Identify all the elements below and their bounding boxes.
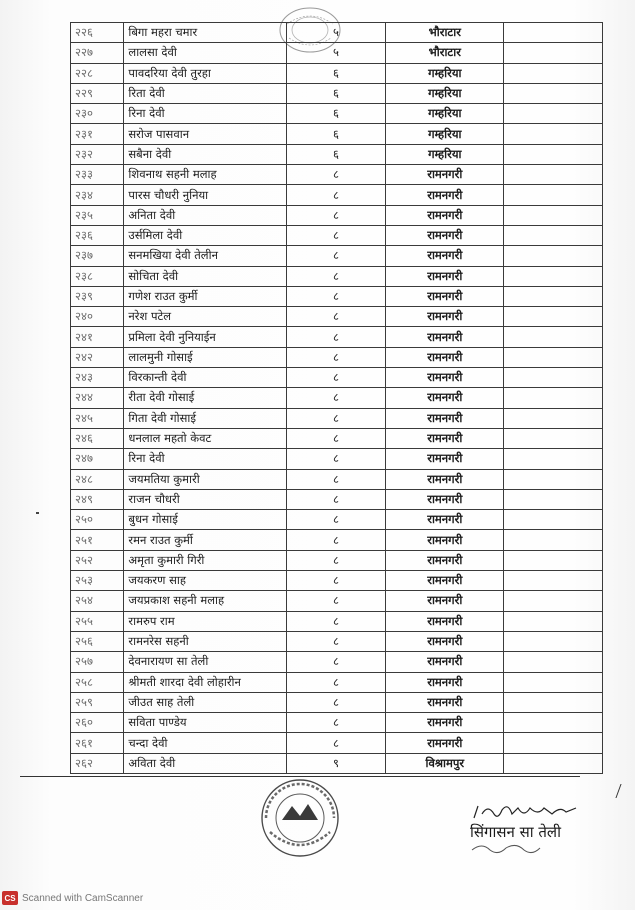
serial-number: २५६	[71, 631, 124, 651]
blank-cell	[504, 692, 603, 712]
ward-number: ८	[286, 713, 386, 733]
person-name: प्रमिला देवी नुनियाईन	[124, 327, 286, 347]
table-row	[71, 591, 603, 611]
village-name: रामनगरी	[386, 631, 504, 651]
table-row	[71, 286, 603, 306]
ward-number: ८	[286, 550, 386, 570]
village-name: रामनगरी	[386, 510, 504, 530]
blank-cell	[504, 63, 603, 83]
table-row	[71, 165, 603, 185]
person-name: धनलाल महतो केवट	[124, 428, 286, 448]
village-name: गम्हरिया	[386, 83, 504, 103]
table-row	[71, 489, 603, 509]
serial-number: २५०	[71, 510, 124, 530]
village-name: रामनगरी	[386, 205, 504, 225]
blank-cell	[504, 83, 603, 103]
serial-number: २२७	[71, 43, 124, 63]
table-row	[71, 530, 603, 550]
blank-cell	[504, 43, 603, 63]
person-name: रामरुप राम	[124, 611, 286, 631]
ward-number: ८	[286, 611, 386, 631]
village-name: रामनगरी	[386, 672, 504, 692]
person-name: जयमतिया कुमारी	[124, 469, 286, 489]
ward-number: ८	[286, 307, 386, 327]
blank-cell	[504, 428, 603, 448]
person-name: जयप्रकाश सहनी मलाह	[124, 591, 286, 611]
table-row	[71, 347, 603, 367]
serial-number: २३६	[71, 225, 124, 245]
person-name: देवनारायण सा तेली	[124, 652, 286, 672]
table-row	[71, 733, 603, 753]
ward-number: ८	[286, 591, 386, 611]
village-name: रामनगरी	[386, 591, 504, 611]
table-row	[71, 611, 603, 631]
blank-cell	[504, 327, 603, 347]
village-name: भौराटार	[386, 43, 504, 63]
ward-number: ८	[286, 631, 386, 651]
person-name: बुधन गोसाई	[124, 510, 286, 530]
serial-number: २३२	[71, 144, 124, 164]
table-row	[71, 672, 603, 692]
blank-cell	[504, 368, 603, 388]
serial-number: २३९	[71, 286, 124, 306]
village-name: गम्हरिया	[386, 124, 504, 144]
person-name: पारस चौधरी नुनिया	[124, 185, 286, 205]
table-row	[71, 631, 603, 651]
table-row	[71, 83, 603, 103]
serial-number: २२८	[71, 63, 124, 83]
blank-cell	[504, 631, 603, 651]
person-name: सविता पाण्डेय	[124, 713, 286, 733]
person-name: चन्दा देवी	[124, 733, 286, 753]
table-row	[71, 144, 603, 164]
blank-cell	[504, 23, 603, 43]
blank-cell	[504, 124, 603, 144]
person-name: गणेश राउत कुर्मी	[124, 286, 286, 306]
table-row	[71, 307, 603, 327]
serial-number: २५९	[71, 692, 124, 712]
person-name: रिता देवी	[124, 83, 286, 103]
table-row	[71, 205, 603, 225]
ward-number: ५	[286, 43, 386, 63]
village-name: रामनगरी	[386, 347, 504, 367]
serial-number: २४६	[71, 428, 124, 448]
person-name: सरोज पासवान	[124, 124, 286, 144]
village-name: गम्हरिया	[386, 63, 504, 83]
table-row	[71, 63, 603, 83]
village-name: विश्रामपुर	[386, 753, 504, 773]
blank-cell	[504, 104, 603, 124]
person-name: गिता देवी गोसाई	[124, 408, 286, 428]
table-row	[71, 428, 603, 448]
signature-block	[468, 800, 588, 862]
serial-number: २३३	[71, 165, 124, 185]
municipality-stamp	[258, 776, 342, 860]
serial-number: २६०	[71, 713, 124, 733]
person-name: श्रीमती शारदा देवी लोहारीन	[124, 672, 286, 692]
serial-number: २५४	[71, 591, 124, 611]
ward-number: ८	[286, 225, 386, 245]
blank-cell	[504, 165, 603, 185]
ward-number: ६	[286, 124, 386, 144]
person-name: राजन चौधरी	[124, 489, 286, 509]
serial-number: २४७	[71, 449, 124, 469]
ward-number: ८	[286, 185, 386, 205]
person-name: सबैना देवी	[124, 144, 286, 164]
serial-number: २६२	[71, 753, 124, 773]
serial-number: २४९	[71, 489, 124, 509]
blank-cell	[504, 550, 603, 570]
ward-number: ८	[286, 733, 386, 753]
ward-number: ६	[286, 63, 386, 83]
person-name: विरकान्ती देवी	[124, 368, 286, 388]
scanner-footer	[0, 888, 143, 908]
blank-cell	[504, 185, 603, 205]
serial-number: २४४	[71, 388, 124, 408]
village-name: रामनगरी	[386, 307, 504, 327]
person-name: पावदरिया देवी तुरहा	[124, 63, 286, 83]
serial-number: २३४	[71, 185, 124, 205]
serial-number: २५२	[71, 550, 124, 570]
village-name: रामनगरी	[386, 489, 504, 509]
blank-cell	[504, 489, 603, 509]
ward-number: ६	[286, 104, 386, 124]
serial-number: २२६	[71, 23, 124, 43]
serial-number: २५७	[71, 652, 124, 672]
serial-number: २३७	[71, 246, 124, 266]
signature-subscript	[468, 840, 558, 858]
serial-number: २३८	[71, 266, 124, 286]
beneficiary-table	[70, 22, 603, 774]
ward-number: ६	[286, 144, 386, 164]
table-row	[71, 408, 603, 428]
ward-number: ८	[286, 510, 386, 530]
serial-number: २४५	[71, 408, 124, 428]
table-row	[71, 713, 603, 733]
ward-number: ५	[286, 23, 386, 43]
ward-number: ८	[286, 388, 386, 408]
table-row	[71, 327, 603, 347]
table-row	[71, 43, 603, 63]
person-name: जयकरण साह	[124, 571, 286, 591]
blank-cell	[504, 307, 603, 327]
village-name: रामनगरी	[386, 368, 504, 388]
blank-cell	[504, 530, 603, 550]
ward-number: ८	[286, 286, 386, 306]
blank-cell	[504, 144, 603, 164]
village-name: रामनगरी	[386, 692, 504, 712]
village-name: रामनगरी	[386, 449, 504, 469]
person-name: रीता देवी गोसाई	[124, 388, 286, 408]
ward-number: ८	[286, 489, 386, 509]
serial-number: २३१	[71, 124, 124, 144]
person-name: जीउत साह तेली	[124, 692, 286, 712]
camscanner-logo-icon: CS	[2, 891, 18, 905]
blank-cell	[504, 733, 603, 753]
ward-number: ८	[286, 692, 386, 712]
person-name: सोचिता देवी	[124, 266, 286, 286]
table-row	[71, 652, 603, 672]
ward-number: ८	[286, 165, 386, 185]
ward-number: ८	[286, 266, 386, 286]
person-name: अविता देवी	[124, 753, 286, 773]
ward-number: ८	[286, 449, 386, 469]
table-row	[71, 692, 603, 712]
blank-cell	[504, 225, 603, 245]
blank-cell	[504, 510, 603, 530]
village-name: रामनगरी	[386, 550, 504, 570]
village-name: रामनगरी	[386, 611, 504, 631]
blank-cell	[504, 469, 603, 489]
person-name: बिगा महरा चमार	[124, 23, 286, 43]
village-name: रामनगरी	[386, 327, 504, 347]
table-row	[71, 449, 603, 469]
serial-number: २५८	[71, 672, 124, 692]
table-row	[71, 510, 603, 530]
blank-cell	[504, 205, 603, 225]
ward-number: ८	[286, 408, 386, 428]
table-row	[71, 388, 603, 408]
ward-number: ८	[286, 672, 386, 692]
village-name: रामनगरी	[386, 165, 504, 185]
table-row	[71, 225, 603, 245]
village-name: रामनगरी	[386, 733, 504, 753]
village-name: रामनगरी	[386, 530, 504, 550]
person-name: अमृता कुमारी गिरी	[124, 550, 286, 570]
table-row	[71, 246, 603, 266]
signatory-name: सिंगासन सा तेली	[470, 823, 561, 841]
table-row	[71, 124, 603, 144]
person-name: उर्समिला देवी	[124, 225, 286, 245]
blank-cell	[504, 388, 603, 408]
blank-cell	[504, 347, 603, 367]
village-name: रामनगरी	[386, 246, 504, 266]
person-name: रामनरेस सहनी	[124, 631, 286, 651]
person-name: रिना देवी	[124, 104, 286, 124]
table-row	[71, 469, 603, 489]
village-name: रामनगरी	[386, 408, 504, 428]
serial-number: २२९	[71, 83, 124, 103]
village-name: गम्हरिया	[386, 144, 504, 164]
village-name: रामनगरी	[386, 185, 504, 205]
table-row	[71, 753, 603, 773]
table-row	[71, 550, 603, 570]
blank-cell	[504, 672, 603, 692]
blank-cell	[504, 611, 603, 631]
serial-number: २५१	[71, 530, 124, 550]
ward-number: ८	[286, 652, 386, 672]
person-name: रमन राउत कुर्मी	[124, 530, 286, 550]
blank-cell	[504, 449, 603, 469]
serial-number: २४१	[71, 327, 124, 347]
table-row	[71, 571, 603, 591]
village-name: रामनगरी	[386, 469, 504, 489]
serial-number: २३०	[71, 104, 124, 124]
village-name: रामनगरी	[386, 286, 504, 306]
serial-number: २४३	[71, 368, 124, 388]
serial-number: २५३	[71, 571, 124, 591]
ward-number: ८	[286, 530, 386, 550]
person-name: लालसा देवी	[124, 43, 286, 63]
ward-number: ९	[286, 753, 386, 773]
ward-number: ८	[286, 469, 386, 489]
blank-cell	[504, 652, 603, 672]
table-row	[71, 23, 603, 43]
table-row	[71, 104, 603, 124]
person-name: सनमखिया देवी तेलीन	[124, 246, 286, 266]
ward-number: ८	[286, 368, 386, 388]
ward-number: ८	[286, 246, 386, 266]
blank-cell	[504, 571, 603, 591]
village-name: गम्हरिया	[386, 104, 504, 124]
ward-number: ८	[286, 428, 386, 448]
stray-mark	[36, 512, 39, 514]
table-row	[71, 266, 603, 286]
village-name: रामनगरी	[386, 571, 504, 591]
signature-scrawl	[468, 800, 588, 824]
serial-number: २४०	[71, 307, 124, 327]
person-name: रिना देवी	[124, 449, 286, 469]
serial-number: २५५	[71, 611, 124, 631]
serial-number: २६१	[71, 733, 124, 753]
ward-number: ८	[286, 571, 386, 591]
village-name: भौराटार	[386, 23, 504, 43]
table-row	[71, 185, 603, 205]
person-name: अनिता देवी	[124, 205, 286, 225]
village-name: रामनगरी	[386, 388, 504, 408]
ward-number: ८	[286, 205, 386, 225]
blank-cell	[504, 591, 603, 611]
ward-number: ८	[286, 347, 386, 367]
blank-cell	[504, 408, 603, 428]
village-name: रामनगरी	[386, 652, 504, 672]
village-name: रामनगरी	[386, 713, 504, 733]
blank-cell	[504, 713, 603, 733]
serial-number: २३५	[71, 205, 124, 225]
table-row	[71, 368, 603, 388]
village-name: रामनगरी	[386, 428, 504, 448]
person-name: शिवनाथ सहनी मलाह	[124, 165, 286, 185]
ward-number: ८	[286, 327, 386, 347]
serial-number: २४८	[71, 469, 124, 489]
blank-cell	[504, 246, 603, 266]
village-name: रामनगरी	[386, 225, 504, 245]
ward-number: ६	[286, 83, 386, 103]
serial-number: २४२	[71, 347, 124, 367]
blank-cell	[504, 286, 603, 306]
scanner-watermark-text: Scanned with CamScanner	[22, 892, 144, 904]
person-name: लालमुनी गोसाई	[124, 347, 286, 367]
blank-cell	[504, 753, 603, 773]
village-name: रामनगरी	[386, 266, 504, 286]
person-name: नरेश पटेल	[124, 307, 286, 327]
blank-cell	[504, 266, 603, 286]
